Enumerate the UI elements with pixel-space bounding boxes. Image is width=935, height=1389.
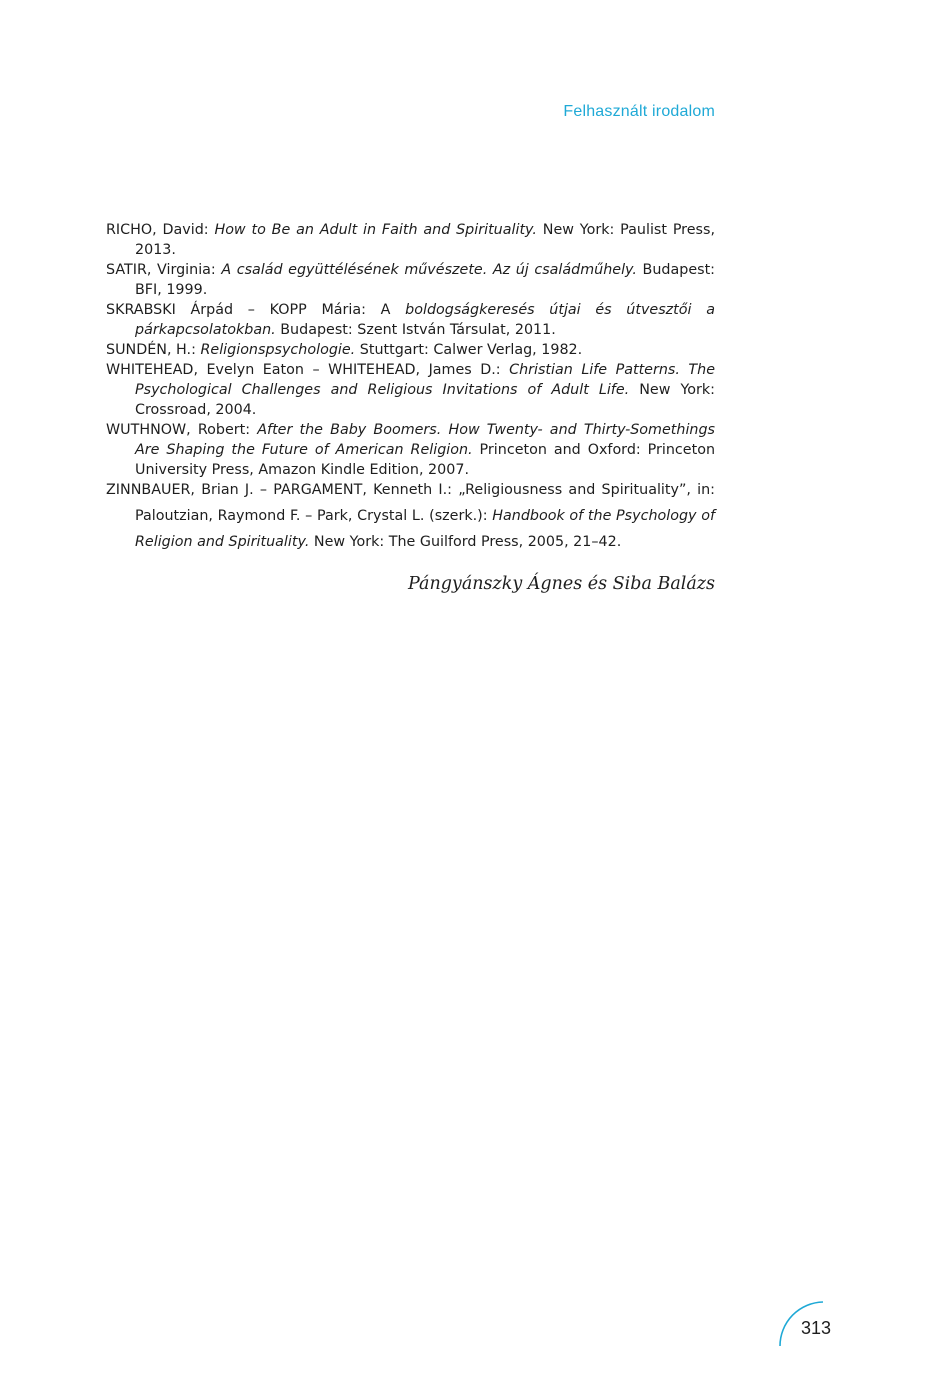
reference-publication: New York: Crossroad, 2004. bbox=[135, 382, 715, 418]
reference-author: SUNDÉN, H.: bbox=[106, 342, 201, 358]
reference-item bbox=[106, 477, 715, 555]
reference-title: How to Be an Adult in Faith and Spirituality. bbox=[214, 222, 537, 238]
running-header: Felhasznált irodalom bbox=[563, 103, 715, 120]
reference-item bbox=[106, 300, 715, 340]
reference-author: WHITEHEAD, Evelyn Eaton – WHITEHEAD, James D.: bbox=[106, 362, 510, 378]
reference-title: Handbook of the Psychology of Religion and Spirituality. bbox=[135, 508, 715, 550]
reference-publication: New York: The Guilford Press, 2005, 21–42. bbox=[309, 534, 622, 550]
reference-item bbox=[106, 420, 715, 480]
bibliography-list bbox=[106, 220, 715, 555]
reference-title: After the Baby Boomers. How Twenty- and Thirty-Somethings Are Shaping the Future of American Religion. bbox=[135, 422, 715, 458]
reference-title: Religionspsychologie. bbox=[200, 342, 356, 358]
reference-publication: New York: Paulist Press, 2013. bbox=[135, 222, 715, 258]
reference-item bbox=[106, 260, 715, 300]
reference-author: ZINNBAUER, Brian J. – PARGAMENT, Kenneth I.: „Religiousness and Spirituality”, in: Paloutzian, Raymond F. – Park, Crystal L. (szerk.): bbox=[106, 482, 715, 524]
reference-item bbox=[106, 340, 715, 360]
reference-publication: Princeton and Oxford: Princeton University Press, Amazon Kindle Edition, 2007. bbox=[135, 442, 716, 478]
reference-author: WUTHNOW, Robert: bbox=[106, 422, 258, 438]
reference-author: SATIR, Virginia: bbox=[106, 262, 222, 278]
page-number: 313 bbox=[801, 1318, 832, 1338]
reference-publication: Budapest: BFI, 1999. bbox=[135, 262, 715, 298]
reference-title: A család együttélésének művészete. Az új családműhely. bbox=[221, 262, 637, 278]
reference-author: RICHO, David: bbox=[106, 222, 215, 238]
reference-author: SKRABSKI Árpád – KOPP Mária: A bbox=[106, 302, 406, 318]
reference-publication: Stuttgart: Calwer Verlag, 1982. bbox=[355, 342, 583, 358]
reference-publication: Budapest: Szent István Társulat, 2011. bbox=[275, 322, 556, 338]
reference-title: Christian Life Patterns. The Psychological Challenges and Religious Invitations of Adult Life. bbox=[135, 362, 715, 398]
reference-item bbox=[106, 220, 715, 260]
reference-title: boldogságkeresés útjai és útvesztői a párkapcsolatokban. bbox=[135, 302, 715, 338]
reference-item bbox=[106, 360, 715, 420]
chapter-authors: Pángyánszky Ágnes és Siba Balázs bbox=[408, 574, 715, 594]
